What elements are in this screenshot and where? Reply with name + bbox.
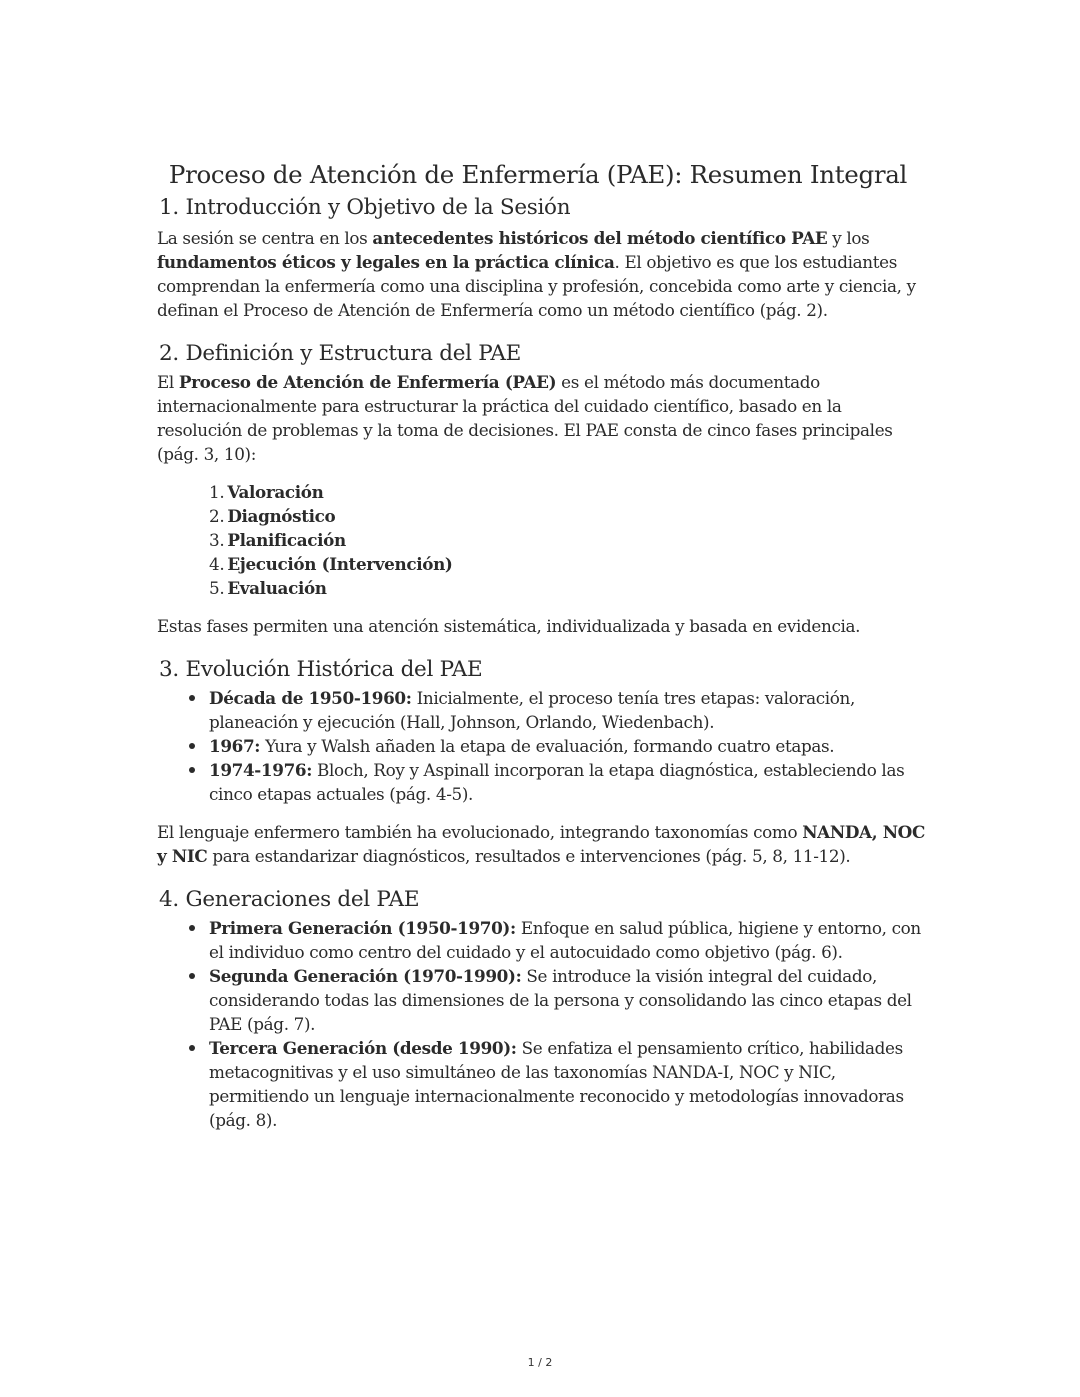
document-title: Proceso de Atención de Enfermería (PAE): Resumen Integral (168, 160, 908, 189)
page-indicator: 1 / 2 (527, 1356, 553, 1369)
section-generations (157, 884, 927, 1132)
bullet-icon (189, 695, 195, 701)
list-item: 1967: Yura y Walsh añaden la etapa de evaluación, formando cuatro etapas. (209, 734, 927, 758)
section-paragraph: El lenguaje enfermero también ha evolucionado, integrando taxonomías como NANDA, NOC y NIC para estandarizar diagnósticos, resultados e intervenciones (pág. 5, 8, 11-12). (157, 822, 925, 866)
history-list (157, 686, 927, 806)
phases-list (157, 480, 927, 600)
document-page (157, 158, 927, 1132)
section-history (157, 654, 927, 868)
list-item: Primera Generación (1950-1970): Enfoque en salud pública, higiene y entorno, con el individuo como centro del cuidado y el autocuidado como objetivo (pág. 6). (209, 916, 927, 964)
bullet-icon (189, 925, 195, 931)
list-item: 5. Evaluación (209, 578, 327, 598)
list-item: 4. Ejecución (Intervención) (209, 554, 453, 574)
list-item: Tercera Generación (desde 1990): Se enfatiza el pensamiento crítico, habilidades metacognitivas y el uso simultáneo de las taxonomías NANDA-I, NOC y NIC, permitiendo un lenguaje internacionalmente reconocido y metodologías innovadoras (pág. 8). (209, 1036, 927, 1132)
list-item: 2. Diagnóstico (209, 506, 336, 526)
list-item: 1974-1976: Bloch, Roy y Aspinall incorporan la etapa diagnóstica, estableciendo las cinco etapas actuales (pág. 4-5). (209, 758, 927, 806)
section-paragraph: La sesión se centra en los antecedentes históricos del método científico PAE y los fundamentos éticos y legales en la práctica clínica. El objetivo es que los estudiantes comprendan la enfermería como una disciplina y profesión, concebida como arte y ciencia, y definan el Proceso de Atención de Enfermería como un método científico (pág. 2). (157, 228, 916, 320)
section-heading: 2. Definición y Estructura del PAE (159, 341, 522, 366)
list-item: 3. Planificación (209, 530, 346, 550)
list-item: 1. Valoración (209, 482, 324, 502)
generations-list (157, 916, 927, 1132)
list-item: Década de 1950-1960: Inicialmente, el proceso tenía tres etapas: valoración, planeación y ejecución (Hall, Johnson, Orlando, Wiedenbach). (209, 686, 927, 734)
section-heading: 1. Introducción y Objetivo de la Sesión (159, 195, 571, 220)
bullet-icon (189, 767, 195, 773)
section-paragraph: El Proceso de Atención de Enfermería (PAE) es el método más documentado internacionalmente para estructurar la práctica del cuidado científico, basado en la resolución de problemas y la toma de decisiones. El PAE consta de cinco fases principales (pág. 3, 10): (157, 372, 893, 464)
section-closing: Estas fases permiten una atención sistemática, individualizada y basada en evidencia. (157, 616, 861, 636)
bullet-icon (189, 973, 195, 979)
bullet-icon (189, 1045, 195, 1051)
bullet-icon (189, 743, 195, 749)
list-item: Segunda Generación (1970-1990): Se introduce la visión integral del cuidado, considerando todas las dimensiones de la persona y consolidando las cinco etapas del PAE (pág. 7). (209, 964, 927, 1036)
section-heading: 4. Generaciones del PAE (159, 887, 420, 912)
section-definition (157, 338, 927, 638)
section-introduction (157, 192, 927, 322)
section-heading: 3. Evolución Histórica del PAE (159, 657, 483, 682)
